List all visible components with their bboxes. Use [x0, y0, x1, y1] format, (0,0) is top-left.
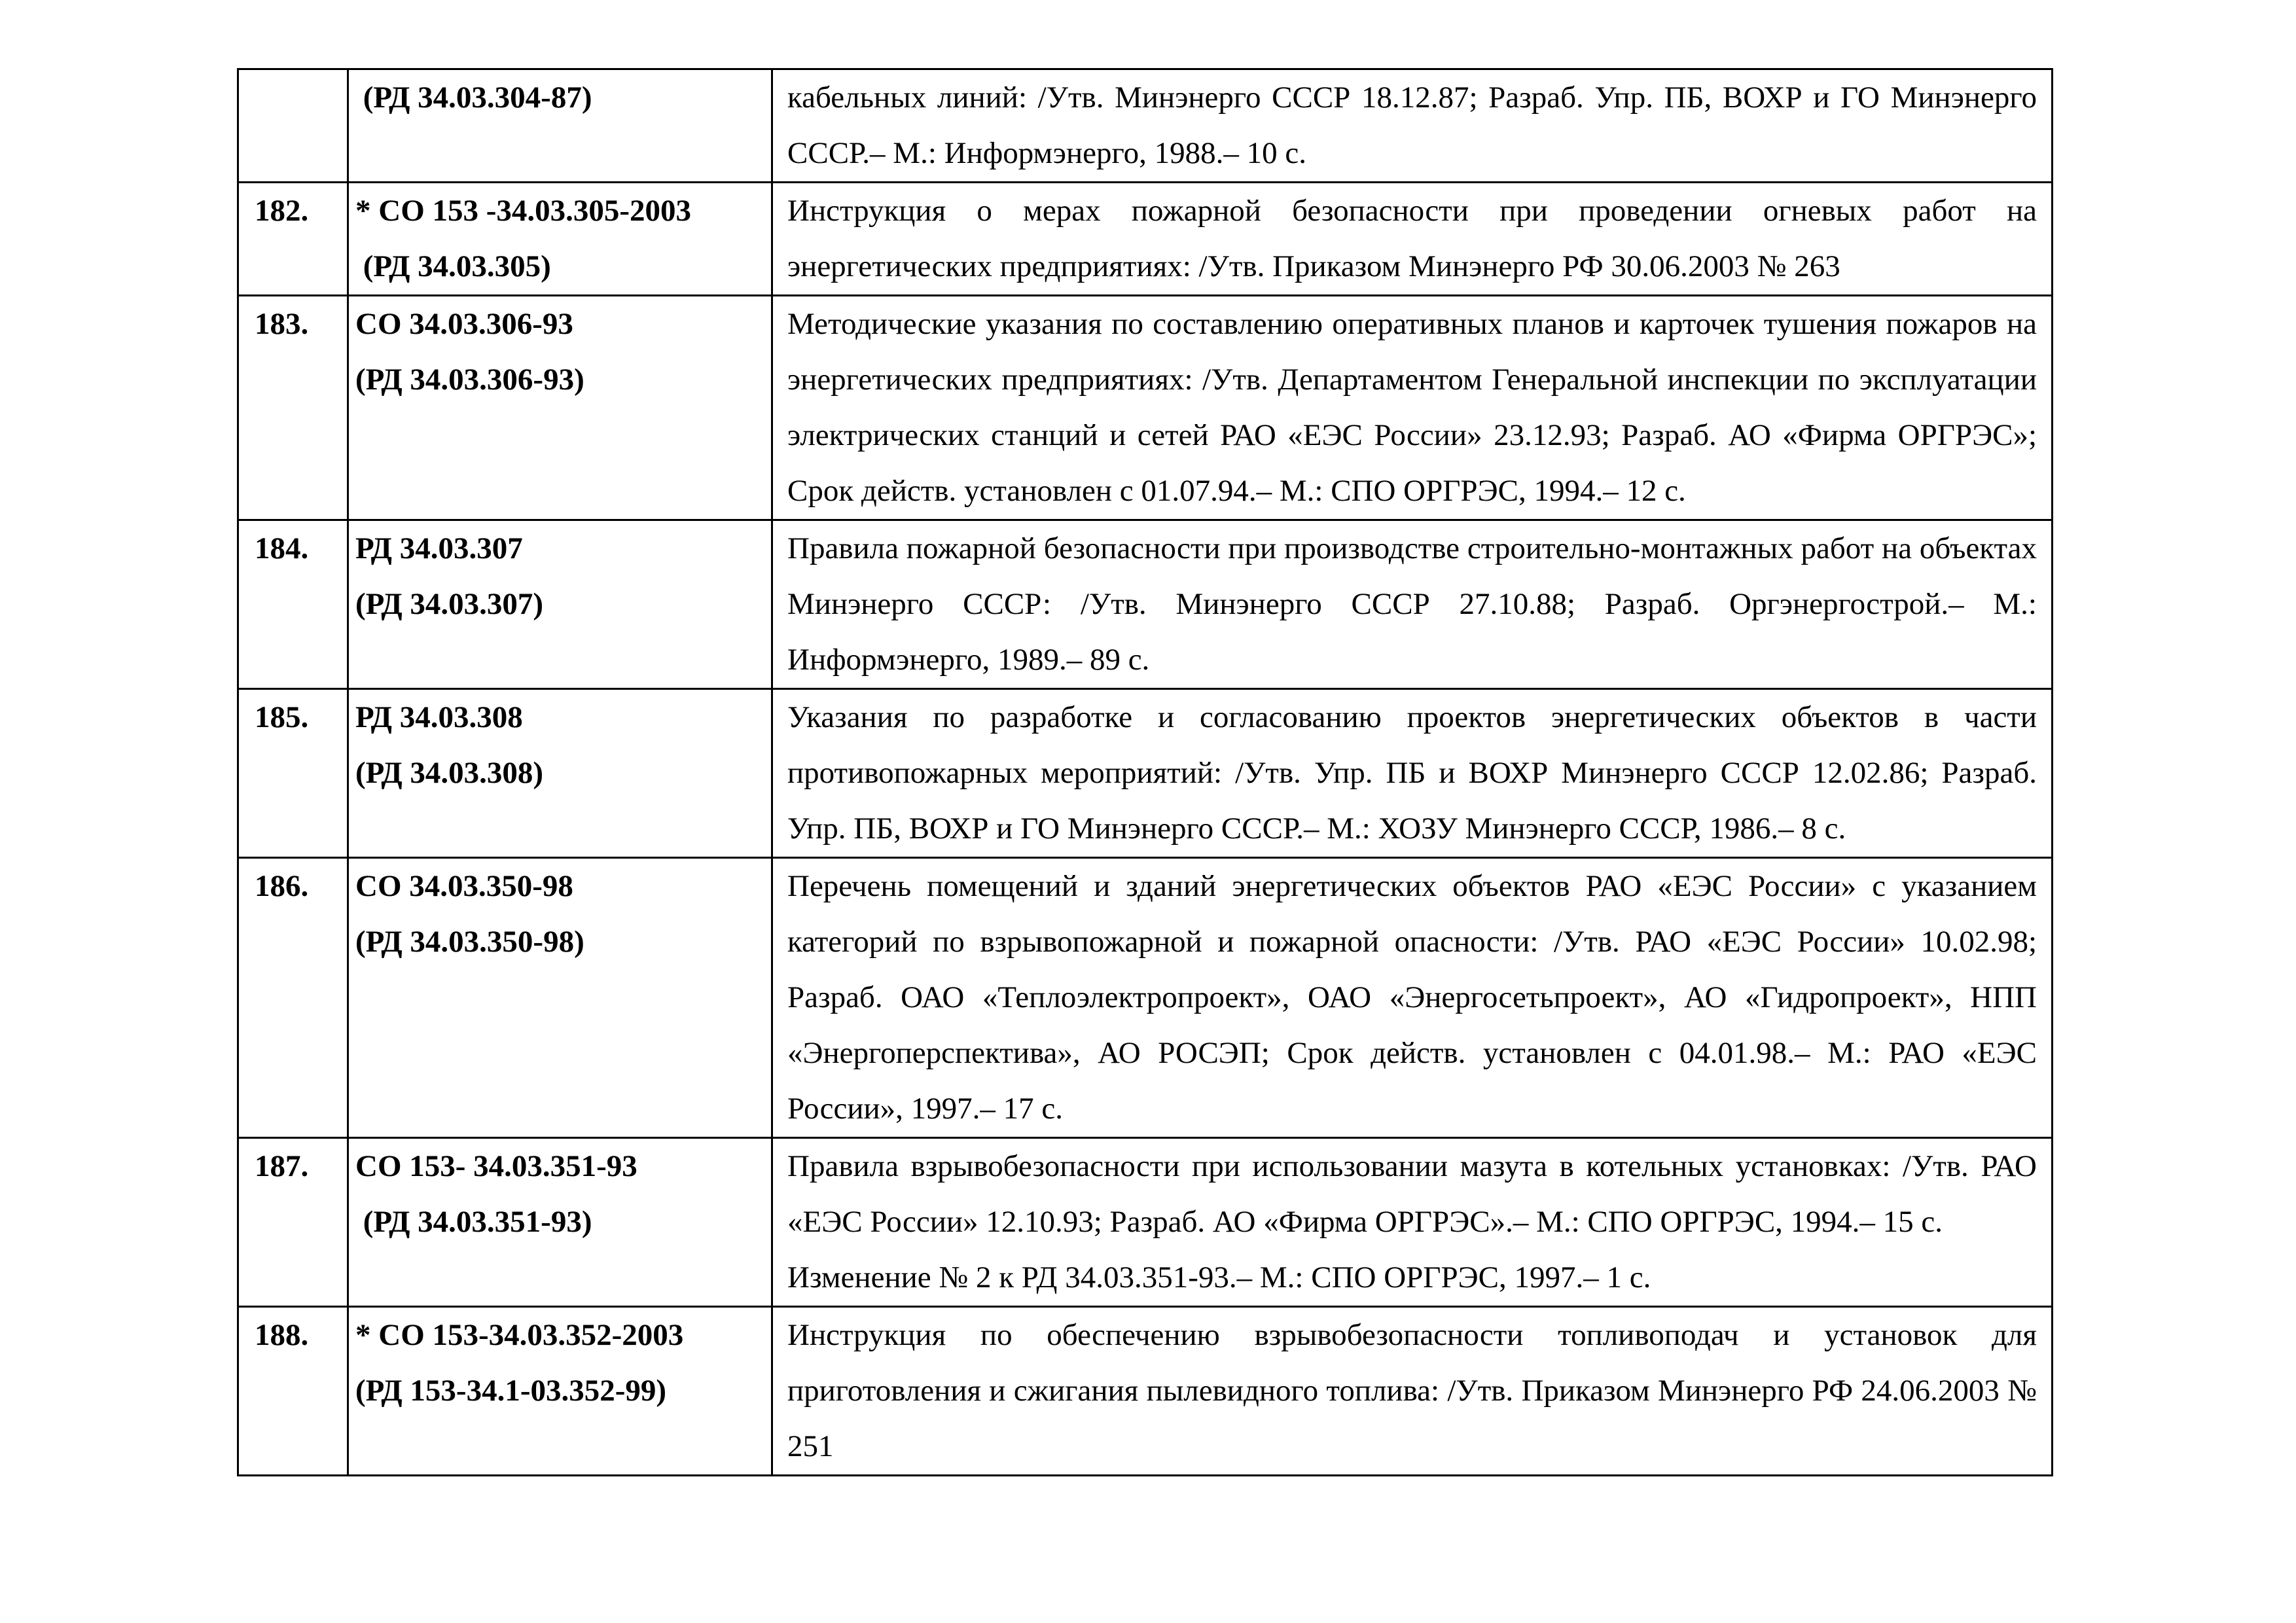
document-description-cell [772, 69, 2053, 183]
table-row [238, 689, 2053, 858]
document-description: Правила взрывобезопасности при использовании мазута в котельных установках: /Утв. РАО «ЕЭС России» 12.10.93; Разраб. АО «Фирма ОРГРЭС».– М.: СПО ОРГРЭС, 1994.– 15 с. [787, 1149, 2037, 1239]
document-description-cell [772, 1138, 2053, 1307]
document-code-cell [348, 520, 772, 689]
table-body [238, 69, 2053, 1476]
document-description: Указания по разработке и согласованию проектов энергетических объектов в части противопожарных мероприятий: /Утв. Упр. ПБ и ВОХР Минэнерго СССР 12.02.86; Разраб. Упр. ПБ, ВОХР и ГО Минэнерго СССР.– М.: ХОЗУ Минэнерго СССР, 1986.– 8 с. [787, 700, 2037, 846]
table-row [238, 858, 2053, 1138]
document-description: Перечень помещений и зданий энергетических объектов РАО «ЕЭС России» с указанием категорий по взрывопожарной и пожарной опасности: /Утв. РАО «ЕЭС России» 10.02.98; Разраб. ОАО «Теплоэлектропроект», ОАО «Энергосетьпроект», АО «Гидропроект», НПП «Энергоперспектива», АО РОСЭП; Срок действ. установлен с 04.01.98.– М.: РАО «ЕЭС России», 1997.– 17 с. [787, 869, 2037, 1126]
document-code: (РД 34.03.306-93) [355, 363, 584, 397]
document-description: Инструкция по обеспечению взрывобезопасности топливоподач и установок для приготовления и сжигания пылевидного топлива: /Утв. Приказом Минэнерго РФ 24.06.2003 № 251 [787, 1318, 2037, 1463]
document-code: (РД 34.03.308) [355, 756, 544, 790]
document-table [237, 68, 2053, 1476]
document-description: кабельных линий: /Утв. Минэнерго СССР 18.12.87; Разраб. Упр. ПБ, ВОХР и ГО Минэнерго СССР.– М.: Информэнерго, 1988.– 10 с. [787, 80, 2037, 170]
document-code-cell [348, 858, 772, 1138]
row-number: 182. [238, 183, 348, 296]
row-number: 188. [238, 1307, 348, 1476]
row-number [238, 69, 348, 183]
document-description-cell [772, 689, 2053, 858]
document-description: Правила пожарной безопасности при производстве строительно-монтажных работ на объектах Минэнерго СССР: /Утв. Минэнерго СССР 27.10.88; Разраб. Оргэнергострой.– М.: Информэнерго, 1989.– 89 с. [787, 531, 2037, 677]
table-row [238, 1307, 2053, 1476]
document-code: * СО 153 -34.03.305-2003 [355, 194, 692, 228]
row-number: 183. [238, 296, 348, 520]
table-row [238, 69, 2053, 183]
table-row [238, 520, 2053, 689]
document-description-cell [772, 858, 2053, 1138]
row-number: 186. [238, 858, 348, 1138]
row-number: 187. [238, 1138, 348, 1307]
document-code: СО 34.03.306-93 [355, 307, 573, 341]
document-code-cell [348, 69, 772, 183]
document-code: (РД 34.03.351-93) [355, 1205, 592, 1239]
document-code-cell [348, 689, 772, 858]
document-code-cell [348, 296, 772, 520]
document-code: СО 153- 34.03.351-93 [355, 1149, 637, 1183]
document-description-cell [772, 183, 2053, 296]
table-row [238, 183, 2053, 296]
document-code: (РД 34.03.307) [355, 587, 544, 621]
table-row [238, 296, 2053, 520]
document-description-cell [772, 1307, 2053, 1476]
document-code: РД 34.03.307 [355, 531, 523, 565]
document-code-cell [348, 1138, 772, 1307]
document-code: (РД 153-34.1-03.352-99) [355, 1374, 667, 1408]
document-code: СО 34.03.350-98 [355, 869, 573, 903]
document-code: РД 34.03.308 [355, 700, 523, 734]
document-code-cell [348, 183, 772, 296]
document-code: (РД 34.03.304-87) [355, 80, 592, 115]
document-description-cell [772, 520, 2053, 689]
document-code: (РД 34.03.305) [355, 249, 551, 283]
table-row [238, 1138, 2053, 1307]
document-code: * СО 153-34.03.352-2003 [355, 1318, 684, 1352]
document-description: Инструкция о мерах пожарной безопасности при проведении огневых работ на энергетических предприятиях: /Утв. Приказом Минэнерго РФ 30.06.2003 № 263 [787, 194, 2037, 283]
document-code: (РД 34.03.350-98) [355, 925, 584, 959]
document-description: Методические указания по составлению оперативных планов и карточек тушения пожаров на энергетических предприятиях: /Утв. Департаментом Генеральной инспекции по эксплуатации электрических станций и сетей РАО «ЕЭС России» 23.12.93; Разраб. АО «Фирма ОРГРЭС»; Срок действ. установлен с 01.07.94.– М.: СПО ОРГРЭС, 1994.– 12 с. [787, 307, 2037, 508]
row-number: 185. [238, 689, 348, 858]
document-description: Изменение № 2 к РД 34.03.351-93.– М.: СПО ОРГРЭС, 1997.– 1 с. [787, 1260, 1651, 1294]
document-code-cell [348, 1307, 772, 1476]
row-number: 184. [238, 520, 348, 689]
document-description-cell [772, 296, 2053, 520]
